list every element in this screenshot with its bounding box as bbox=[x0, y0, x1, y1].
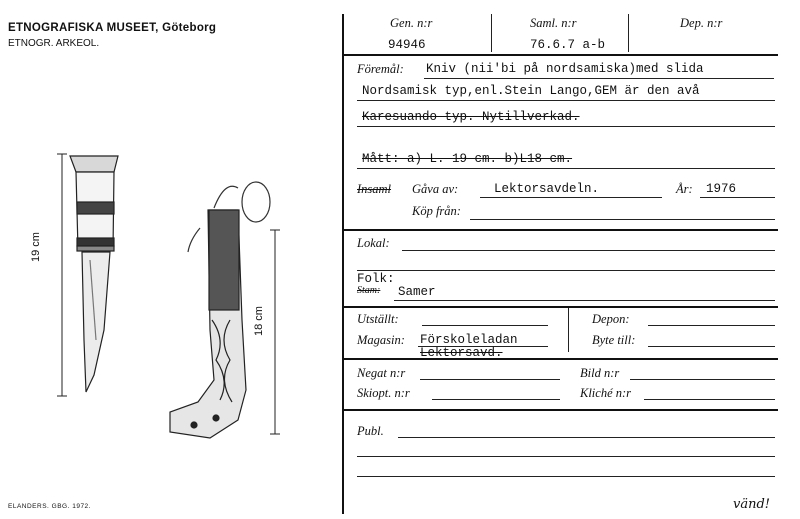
gen-saml-divider bbox=[491, 14, 492, 52]
negat-label: Negat n:r bbox=[357, 366, 406, 380]
kliche-rule bbox=[644, 399, 775, 400]
matt-line: Mått: a) L. 19 cm. b)L18 cm. bbox=[362, 152, 573, 166]
printer-imprint: ELANDERS. GBG. 1972. bbox=[8, 503, 91, 510]
foremal-line-2: Nordsamisk typ,enl.Stein Lango,GEM är den avå bbox=[362, 84, 700, 98]
department-label: ETNOGR. ARKEOL. bbox=[8, 38, 100, 49]
knife bbox=[70, 156, 118, 392]
foremal-rule-1 bbox=[424, 78, 774, 79]
publ-rule-3 bbox=[357, 476, 775, 477]
utstallt-rule bbox=[422, 325, 548, 326]
depon-label: Depon: bbox=[592, 312, 630, 326]
lokal-rule-1 bbox=[402, 250, 775, 251]
gen-value: 94946 bbox=[388, 38, 426, 52]
knife-dimension-line bbox=[57, 154, 67, 396]
foremal-line-3: Karesuando-typ. Nytillverkad. bbox=[362, 110, 580, 124]
publ-rule-2 bbox=[357, 456, 775, 457]
card-left-border bbox=[342, 14, 344, 514]
section-rule-2 bbox=[343, 306, 778, 308]
section-rule-1 bbox=[343, 229, 778, 231]
saml-value: 76.6.7 a-b bbox=[530, 38, 606, 52]
byte-label: Byte till: bbox=[592, 333, 636, 347]
section-rule-4 bbox=[343, 409, 778, 411]
knife-and-sheath-drawing bbox=[20, 140, 330, 500]
sheath-dimension-line bbox=[270, 230, 280, 434]
knife-length-label: 19 cm bbox=[30, 232, 42, 262]
kop-label: Köp från: bbox=[412, 204, 461, 218]
folk-value: Samer bbox=[398, 285, 436, 299]
lokal-rule-2 bbox=[357, 270, 775, 271]
magasin-value: Förskoleladan bbox=[420, 333, 518, 347]
utstallt-label: Utställt: bbox=[357, 312, 399, 326]
kop-rule bbox=[470, 219, 775, 220]
foremal-rule-3 bbox=[357, 126, 775, 127]
bild-rule bbox=[630, 379, 775, 380]
publ-rule-1 bbox=[398, 437, 775, 438]
saml-dep-divider bbox=[628, 14, 629, 52]
foremal-label: Föremål: bbox=[357, 62, 404, 76]
publ-label: Publ. bbox=[357, 424, 384, 438]
gen-label: Gen. n:r bbox=[390, 16, 433, 30]
sheath-length-label: 18 cm bbox=[253, 306, 265, 336]
museum-title: ETNOGRAFISKA MUSEET, Göteborg bbox=[8, 22, 217, 34]
matt-rule bbox=[357, 168, 775, 169]
section-rule-3 bbox=[343, 358, 778, 360]
foremal-rule-2 bbox=[357, 100, 775, 101]
depon-rule bbox=[648, 325, 775, 326]
vand-note: vänd! bbox=[733, 497, 771, 512]
stam-label: Stam: bbox=[357, 285, 381, 296]
folk-label: Folk: bbox=[357, 272, 395, 286]
byte-rule bbox=[648, 346, 775, 347]
folk-rule bbox=[394, 300, 775, 301]
skiopt-label: Skiopt. n:r bbox=[357, 386, 410, 400]
insamlare-label: Insaml bbox=[357, 182, 392, 196]
bild-label: Bild n:r bbox=[580, 366, 620, 380]
top-row-rule bbox=[343, 54, 778, 56]
magasin-label: Magasin: bbox=[357, 333, 405, 347]
negat-rule bbox=[420, 379, 560, 380]
dep-label: Dep. n:r bbox=[680, 16, 723, 30]
lokal-label: Lokal: bbox=[357, 236, 390, 250]
ar-value: 1976 bbox=[706, 182, 737, 196]
ar-rule bbox=[700, 197, 775, 198]
gava-value: Lektorsavdeln. bbox=[494, 182, 600, 196]
saml-label: Saml. n:r bbox=[530, 16, 577, 30]
kliche-label: Kliché n:r bbox=[580, 386, 632, 400]
skiopt-rule bbox=[432, 399, 560, 400]
ar-label: År: bbox=[676, 182, 693, 196]
gava-label: Gåva av: bbox=[412, 182, 459, 196]
gava-rule bbox=[480, 197, 662, 198]
foremal-line-1: Kniv (nii'bi på nordsamiska)med slida bbox=[426, 62, 704, 76]
magasin-value-2: Lektorsavd. bbox=[420, 346, 503, 360]
magasin-rule bbox=[418, 346, 548, 347]
utstallt-depon-divider bbox=[568, 308, 569, 352]
